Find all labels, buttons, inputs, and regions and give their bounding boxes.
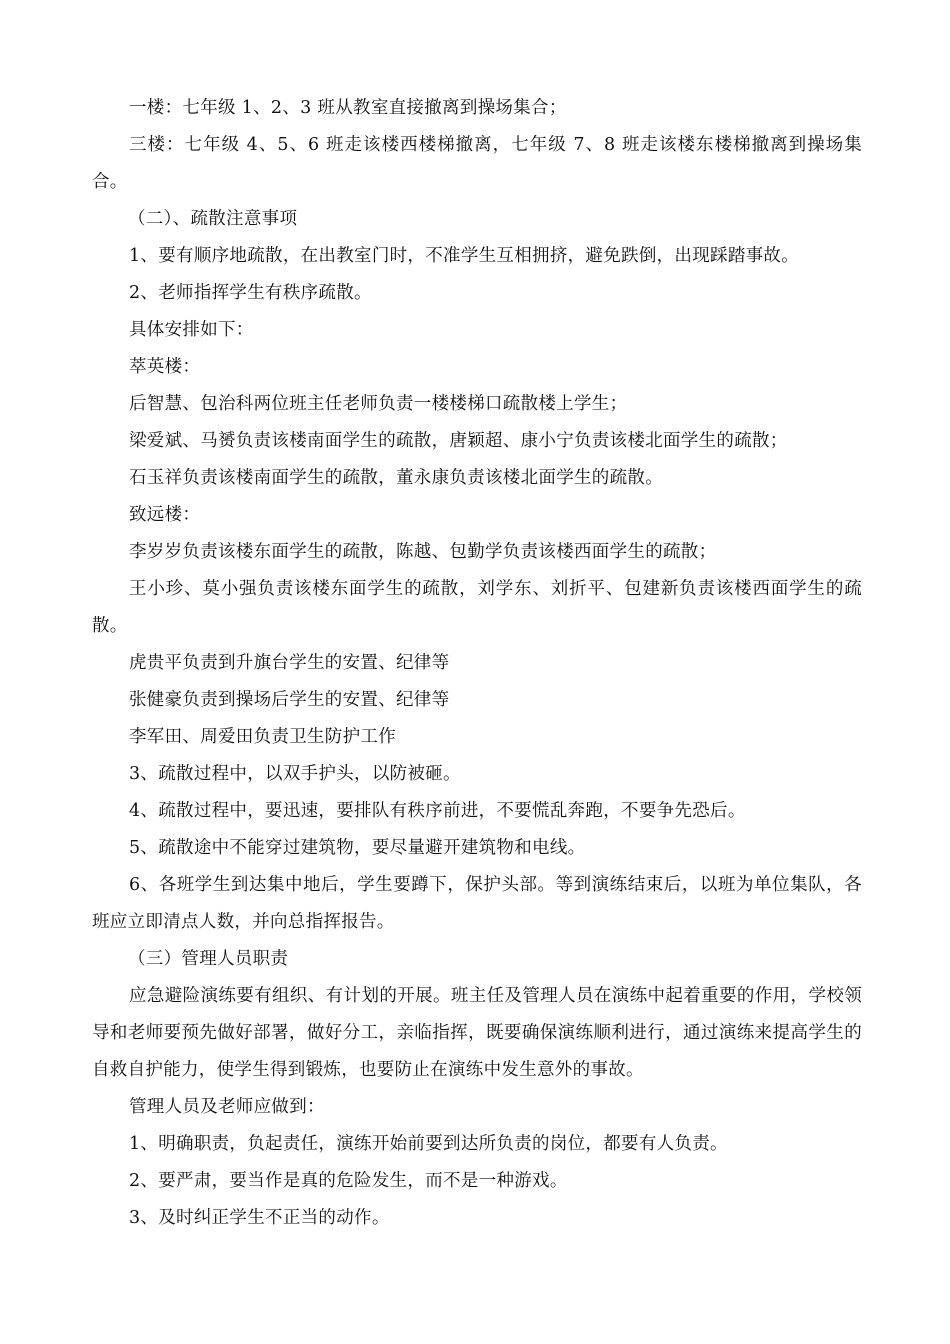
paragraph-arrangement-intro: 具体安排如下： [129,320,254,340]
paragraph-cuiying-south-north-1: 梁爱斌、马赟负责该楼南面学生的疏散，唐颖超、康小宁负责该楼北面学生的疏散； [129,431,788,451]
paragraph-playground: 张健豪负责到操场后学生的安置、纪律等 [129,690,450,710]
paragraph-item-6: 6、各班学生到达集中地后，学生要蹲下，保护头部。等到演练结束后，以班为单位集队，各班应立即清点人数，并向总指挥报告。 [92,875,862,932]
section-heading-evacuation-notes: （二）、疏散注意事项 [128,209,298,229]
paragraph-item-2: 2、老师指挥学生有秩序疏散。 [129,283,372,303]
paragraph-cuiying-stairs: 后智慧、包治科两位班主任老师负责一楼楼梯口疏散楼上学生； [129,394,628,414]
paragraph-item-4: 4、疏散过程中，要迅速，要排队有秩序前进，不要慌乱奔跑，不要争先恐后。 [129,801,746,821]
paragraph-item-1: 1、要有顺序地疏散，在出教室门时，不准学生互相拥挤，避免跌倒，出现踩踏事故。 [129,246,800,266]
paragraph-management-should: 管理人员及老师应做到： [129,1097,325,1117]
paragraph-hygiene: 李军田、周爱田负责卫生防护工作 [129,727,396,747]
paragraph-zhiyuan-east-west-1: 李岁岁负责该楼东面学生的疏散，陈越、包勤学负责该楼西面学生的疏散； [129,542,717,562]
paragraph-duty-1: 1、明确职责，负起责任，演练开始前要到达所负责的岗位，都要有人负责。 [129,1134,728,1154]
paragraph-building-zhiyuan: 致远楼： [129,505,201,525]
paragraph-duty-3: 3、及时纠正学生不正当的动作。 [129,1208,390,1228]
paragraph-item-5: 5、疏散途中不能穿过建筑物，要尽量避开建筑物和电线。 [129,838,586,858]
paragraph-floor-three: 三楼：七年级 4、5、6 班走该楼西楼梯撤离，七年级 7、8 班走该楼东楼梯撤离到操场集合。 [92,135,862,192]
paragraph-floor-one: 一楼：七年级 1、2、3 班从教室直接撤离到操场集合； [129,98,567,118]
paragraph-management-overview: 应急避险演练要有组织、有计划的开展。班主任及管理人员在演练中起着重要的作用，学校领导和老师要预先做好部署，做好分工，亲临指挥，既要确保演练顺利进行，通过演练来提高学生的自救自护能力，使学生得到锻炼，也要防止在演练中发生意外的事故。 [92,986,862,1080]
paragraph-flag-platform: 虎贵平负责到升旗台学生的安置、纪律等 [129,653,450,673]
paragraph-duty-2: 2、要严肃，要当作是真的危险发生，而不是一种游戏。 [129,1171,568,1191]
document-page [92,90,862,1237]
paragraph-cuiying-south-north-2: 石玉祥负责该楼南面学生的疏散，董永康负责该楼北面学生的疏散。 [129,468,663,488]
paragraph-zhiyuan-east-west-2: 王小珍、莫小强负责该楼东面学生的疏散，刘学东、刘折平、包建新负责该楼西面学生的疏散。 [92,579,862,636]
paragraph-building-cuiying: 萃英楼： [129,357,201,377]
section-heading-management-duties: （三）管理人员职责 [128,949,289,969]
paragraph-item-3: 3、疏散过程中，以双手护头，以防被砸。 [129,764,461,784]
